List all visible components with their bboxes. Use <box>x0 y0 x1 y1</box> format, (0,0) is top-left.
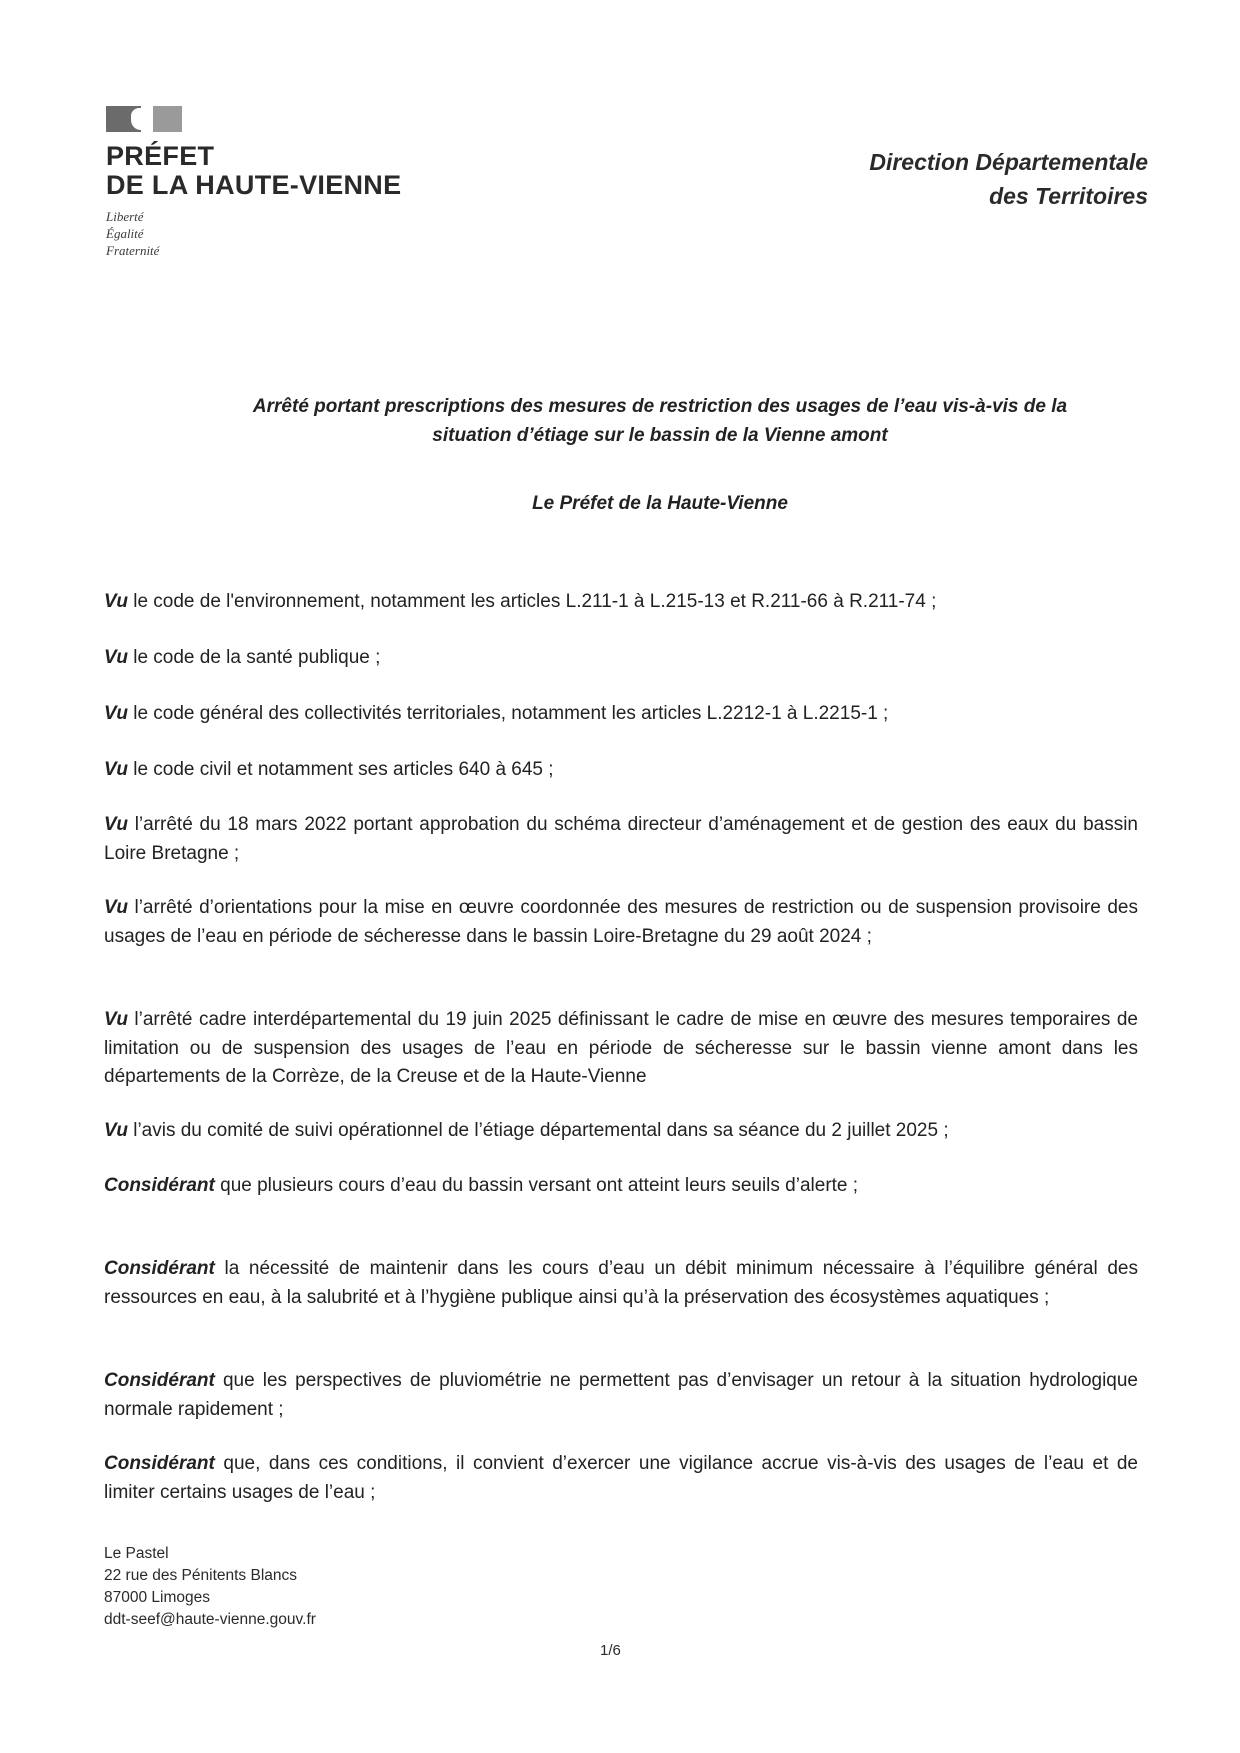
recital-clause <box>104 756 1138 785</box>
recital-clause <box>104 700 1138 729</box>
clause-lead: Vu <box>104 1009 128 1030</box>
prefet-title <box>106 142 401 200</box>
directorate-line2: des Territoires <box>989 183 1148 209</box>
issuing-authority: Le Préfet de la Haute-Vienne <box>532 493 788 514</box>
issuing-directorate <box>869 145 1148 213</box>
contact-email: ddt-seef@haute-vienne.gouv.fr <box>104 1611 316 1628</box>
clause-lead: Considérant <box>104 1370 215 1391</box>
clause-text: le code civil et notamment ses articles 640 à 645 ; <box>127 759 554 780</box>
motto-liberte: Liberté <box>106 209 144 224</box>
clause-text: que, dans ces conditions, il convient d’exercer une vigilance accrue vis-à-vis des usages de l’eau et de limiter certains usages de l’eau ; <box>104 1453 1138 1503</box>
clause-lead: Vu <box>104 647 128 668</box>
clause-lead: Vu <box>104 591 128 612</box>
clause-lead: Vu <box>104 703 128 724</box>
prefet-title-line1: PRÉFET <box>106 141 215 171</box>
marianne-logo-icon <box>106 106 182 132</box>
address-building: Le Pastel <box>104 1545 169 1562</box>
clause-text: que plusieurs cours d’eau du bassin versant ont atteint leurs seuils d’alerte ; <box>214 1175 859 1196</box>
clause-lead: Considérant <box>104 1175 215 1196</box>
recital-clause <box>104 894 1138 951</box>
clause-text: l’arrêté d’orientations pour la mise en œuvre coordonnée des mesures de restriction ou de suspension provisoire des usages de l’eau en période de sécheresse dans le bassin Loire-Bretagne du 29 août 2024 ; <box>104 897 1138 947</box>
footer-address <box>104 1543 316 1631</box>
motto-egalite: Égalité <box>106 226 144 241</box>
clause-text: le code de l'environnement, notamment les articles L.211-1 à L.215-13 et R.211-66 à R.211-74 ; <box>127 591 937 612</box>
recital-clause <box>104 1117 1138 1146</box>
motto-fraternite: Fraternité <box>106 243 160 258</box>
considering-clause <box>104 1255 1138 1312</box>
recital-clause <box>104 811 1138 868</box>
clause-text: le code de la santé publique ; <box>127 647 381 668</box>
considering-clause <box>104 1172 1138 1201</box>
decree-title-line2: situation d’étiage sur le bassin de la Vienne amont <box>432 425 888 446</box>
address-city: 87000 Limoges <box>104 1589 210 1606</box>
clause-text: l’arrêté cadre interdépartemental du 19 juin 2025 définissant le cadre de mise en œuvre des mesures temporaires de limitation ou de suspension des usages de l’eau en période de sécheresse sur le bassin vienne amont dans les départements de la Corrèze, de la Creuse et de la Haute-Vienne <box>104 1009 1138 1087</box>
clause-lead: Considérant <box>104 1258 215 1279</box>
clause-text: le code général des collectivités territoriales, notamment les articles L.2212-1 à L.2215-1 ; <box>127 703 889 724</box>
clause-text: la nécessité de maintenir dans les cours d’eau un débit minimum nécessaire à l’équilibre général des ressources en eau, à la salubrité et à l’hygiène publique ainsi qu’à la préservation des écosystèmes aquatiques ; <box>104 1258 1138 1308</box>
considering-clause <box>104 1367 1138 1424</box>
recital-clause <box>104 1006 1138 1092</box>
page-number: 1/6 <box>600 1642 621 1659</box>
clause-text: l’arrêté du 18 mars 2022 portant approbation du schéma directeur d’aménagement et de gestion des eaux du bassin Loire Bretagne ; <box>104 814 1138 864</box>
clause-lead: Vu <box>104 759 128 780</box>
clause-lead: Vu <box>104 1120 128 1141</box>
clause-text: que les perspectives de pluviométrie ne permettent pas d’envisager un retour à la situation hydrologique normale rapidement ; <box>104 1370 1138 1420</box>
recital-clause <box>104 588 1138 617</box>
prefet-title-line2: DE LA HAUTE-VIENNE <box>106 170 402 200</box>
republic-motto <box>106 208 401 259</box>
clause-lead: Vu <box>104 897 128 918</box>
clause-lead: Vu <box>104 814 128 835</box>
clause-text: l’avis du comité de suivi opérationnel de l’étiage départemental dans sa séance du 2 juillet 2025 ; <box>127 1120 949 1141</box>
decree-title <box>200 392 1120 450</box>
address-street: 22 rue des Pénitents Blancs <box>104 1567 298 1584</box>
prefecture-logo-block <box>106 106 401 259</box>
decree-title-line1: Arrêté portant prescriptions des mesures de restriction des usages de l’eau vis-à-vis de la <box>252 396 1068 417</box>
recital-clause <box>104 644 1138 673</box>
clause-lead: Considérant <box>104 1453 215 1474</box>
considering-clause <box>104 1450 1138 1507</box>
directorate-line1: Direction Départementale <box>869 149 1148 175</box>
